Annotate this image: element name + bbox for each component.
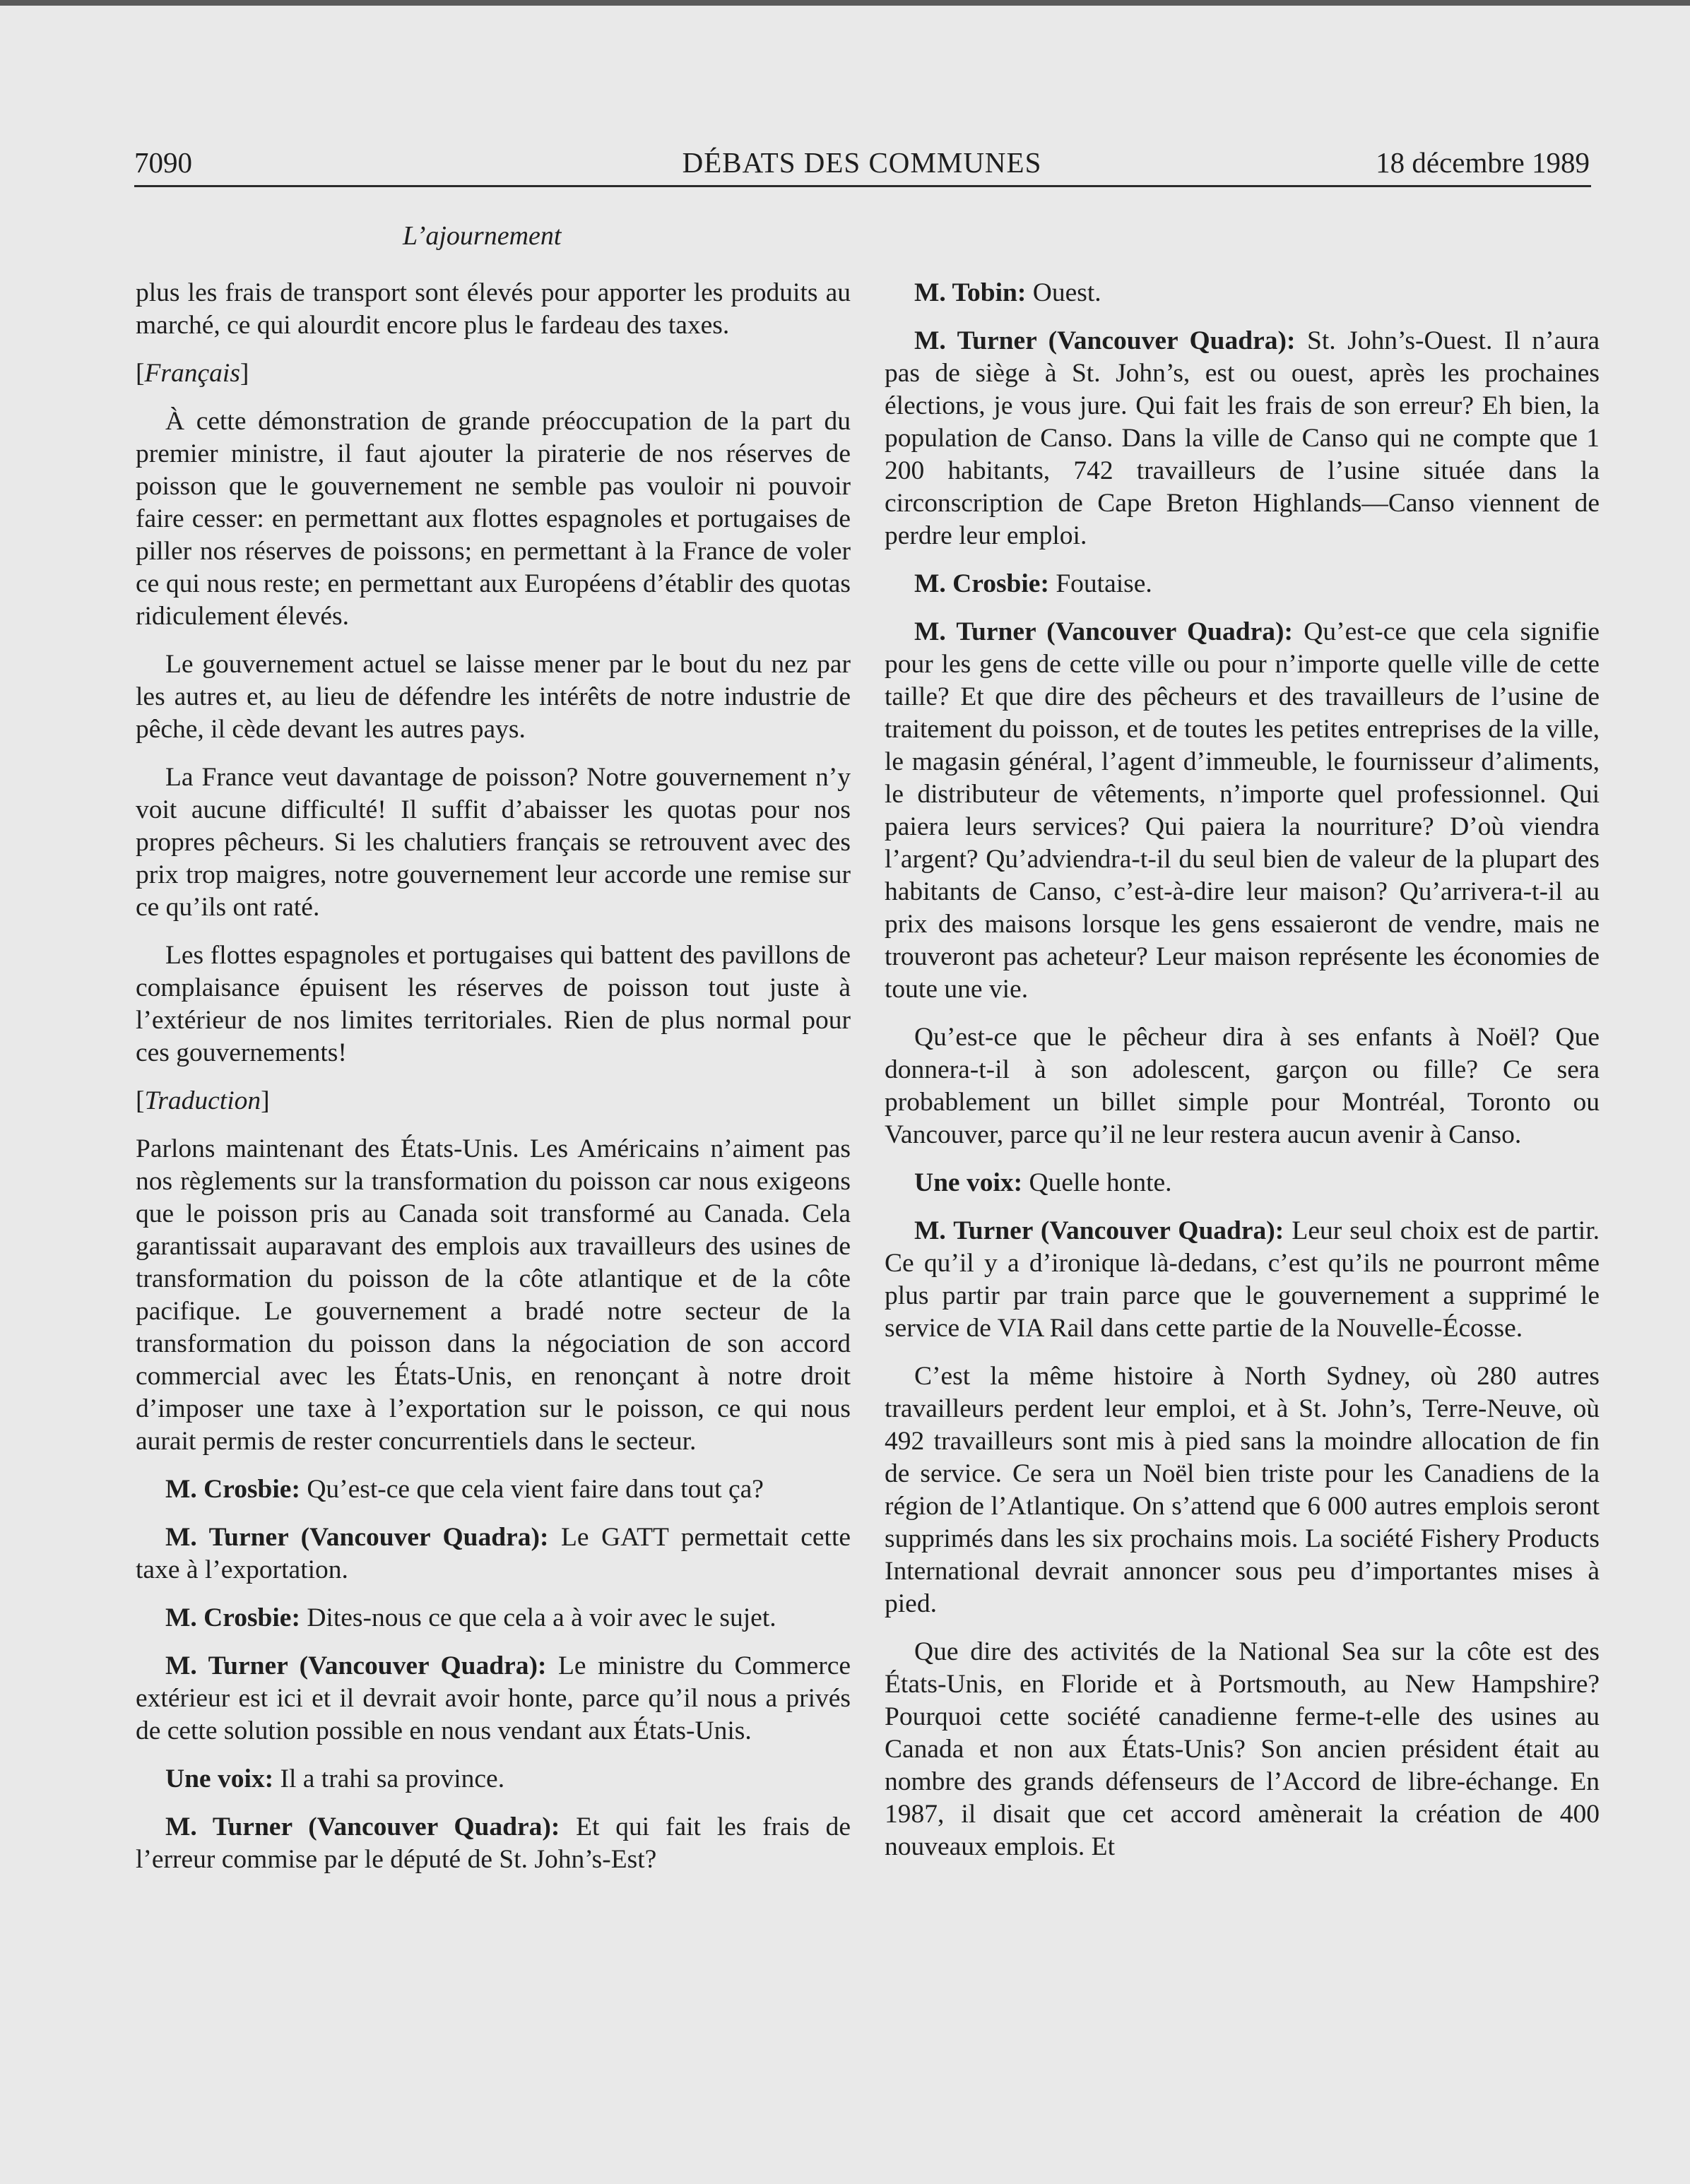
speech-turn [885,325,1600,552]
speaker-name: M. Crosbie: [914,569,1049,598]
speech-turn [136,1811,851,1876]
speech-text: Le GATT permettait cette taxe à l’exportation. [136,1523,851,1584]
speaker-name: M. Crosbie: [165,1603,300,1632]
paragraph: Que dire des activités de la National Sea sur la côte est des États-Unis, en Floride et à Portsmouth, au New Hampshire? Pourquoi cette société canadienne ferme-t-elle des usines au Canada et non aux États-Unis? Son ancien président était au nombre des grands défenseurs de l’Accord de libre-échange. En 1987, il disait que cet accord amènerait la création de 400 nouveaux emplois. Et [885,1637,1600,1861]
right-column [885,277,1600,1879]
header-rule [134,185,1591,187]
paragraph: À cette démonstration de grande préoccupation de la part du premier ministre, il faut ajouter la piraterie de nos réserves de poisson que le gouvernement ne semble pas vouloir ni pouvoir faire cesser: en permettant aux flottes espagnoles et portugaises de piller nos réserves de poissons; en permettant à la France de voler ce qui nous reste; en permettant aux Européens d’établir des quotas ridiculement élevés. [136,407,851,631]
speech-turn [885,277,1600,309]
paragraph: Qu’est-ce que le pêcheur dira à ses enfants à Noël? Que donnera-t-il à son adolescent, garçon ou fille? Ce sera probablement un billet simple pour Montréal, Toronto ou Vancouver, parce qu’il ne leur restera aucun avenir à Canso. [885,1023,1600,1149]
paragraph: C’est la même histoire à North Sydney, où 280 autres travailleurs perdent leur emploi, et à St. John’s, Terre-Neuve, où 492 travailleurs sont mis à pied sans la moindre allocation de fin de service. Ce sera un Noël bien triste pour les Canadiens de la région de l’Atlantique. On s’attend que 6 000 autres emplois seront supprimés dans les six prochains mois. La société Fishery Products International devrait annoncer sous peu d’importantes mises à pied. [885,1362,1600,1618]
speech-text: Qu’est-ce que cela vient faire dans tout ça? [307,1475,764,1504]
page-header [134,141,1590,186]
speech-turn [885,568,1600,600]
speech-text: Leur seul choix est de partir. Ce qu’il y a d’ironique là-dedans, c’est qu’ils ne pourront même plus partir par train parce que le gouvernement a supprimé le service de VIA Rail dans cette partie de la Nouvelle-Écosse. [885,1216,1600,1343]
paragraph: Parlons maintenant des États-Unis. Les Américains n’aiment pas nos règlements sur la transformation du poisson car nous exigeons que le poisson pris au Canada soit transformé au Canada. Cela garantissait auparavant des emplois aux travailleurs des usines de transformation du poisson de la côte atlantique et de la côte pacifique. Le gouvernement a bradé notre secteur de la transformation du poisson dans la négociation de son accord commercial avec les États-Unis, en renonçant à notre droit d’imposer une taxe à l’exportation sur le poisson, ce qui nous aurait permis de rester concurrentiels dans le secteur. [136,1134,851,1456]
speaker-name: M. Turner (Vancouver Quadra): [165,1523,549,1552]
speech-text: Quelle honte. [1029,1168,1172,1197]
speech-turn [136,1473,851,1506]
speech-text: Dites-nous ce que cela a à voir avec le sujet. [307,1603,776,1632]
speaker-name: M. Turner (Vancouver Quadra): [914,1216,1284,1245]
paragraph: Les flottes espagnoles et portugaises qui battent des pavillons de complaisance épuisent les réserves de poisson tout juste à l’extérieur de nos limites territoriales. Rien de plus normal pour ces gouvernements! [136,941,851,1067]
paragraph: Le gouvernement actuel se laisse mener par le bout du nez par les autres et, au lieu de défendre les intérêts de notre industrie de pêche, il cède devant les autres pays. [136,650,851,744]
language-marker-text: Traduction [144,1086,261,1115]
speech-turn [885,616,1600,1006]
page-number: 7090 [134,146,192,179]
publication-title: DÉBATS DES COMMUNES [682,146,1042,179]
speaker-name: M. Turner (Vancouver Quadra): [165,1812,560,1841]
language-marker-text: Français [144,359,240,388]
speech-turn [136,1650,851,1747]
language-marker: [Traduction] [136,1086,270,1115]
paragraph: plus les frais de transport sont élevés pour apporter les produits au marché, ce qui alourdit encore plus le fardeau des taxes. [136,278,851,340]
scan-top-edge [0,0,1690,6]
speech-turn [136,1602,851,1634]
header-date: 18 décembre 1989 [1376,146,1590,179]
speaker-name: M. Crosbie: [165,1475,300,1504]
speech-text: Le ministre du Commerce extérieur est ici et il devrait avoir honte, parce qu’il nous a privés de cette solution possible en nous vendant aux États-Unis. [136,1651,851,1745]
speech-turn [136,1763,851,1796]
language-marker: [Français] [136,359,249,388]
speaker-name: M. Tobin: [914,278,1027,307]
speech-text: Foutaise. [1056,569,1152,598]
speaker-name: M. Turner (Vancouver Quadra): [165,1651,547,1680]
speech-turn [885,1167,1600,1199]
speaker-name: Une voix: [914,1168,1023,1197]
speech-text: Et qui fait les frais de l’erreur commise par le député de St. John’s-Est? [136,1812,851,1874]
speech-text: Qu’est-ce que cela signifie pour les gens de cette ville ou pour n’importe quelle ville de cette taille? Et que dire des pêcheurs et des travailleurs de l’usine de traitement du poisson, et de toutes les petites entreprises de la ville, le magasin général, l’agent d’immeuble, le fournisseur d’aliments, le distributeur de vêtements, n’importe quel professionnel. Qui paiera leurs services? Qui paiera la nourriture? D’où viendra l’argent? Qu’adviendra-t-il du seul bien de valeur de la plupart des habitants de Canso, c’est-à-dire leur maison? Qu’arrivera-t-il au prix des maisons lorsque les gens essaieront de vendre, mais ne trouveront pas acheteur? Leur maison représente les économies de toute une vie. [885,617,1600,1004]
speech-text: St. John’s-Ouest. Il n’aura pas de siège à St. John’s, est ou ouest, après les prochaines élections, je vous jure. Qui fait les frais de son erreur? Eh bien, la population de Canso. Dans la ville de Canso qui ne compte que 1 200 habitants, 742 travailleurs de l’usine située dans la circonscription de Cape Breton Highlands—Canso viennent de perdre leur emploi. [885,326,1600,550]
speech-text: Ouest. [1032,278,1101,307]
paragraph: La France veut davantage de poisson? Notre gouvernement n’y voit aucune difficulté! Il suffit d’abaisser les quotas pour nos propres pêcheurs. Si les chalutiers français se retrouvent avec des prix trop maigres, notre gouvernement leur accorde une remise sur ce qu’ils ont raté. [136,763,851,922]
speaker-name: Une voix: [165,1764,274,1793]
speech-turn [885,1215,1600,1345]
speech-text: Il a trahi sa province. [280,1764,505,1793]
speaker-name: M. Turner (Vancouver Quadra): [914,326,1296,355]
speech-turn [136,1521,851,1586]
section-title: L’ajournement [403,221,562,251]
speaker-name: M. Turner (Vancouver Quadra): [914,617,1293,646]
left-column [136,277,851,1892]
